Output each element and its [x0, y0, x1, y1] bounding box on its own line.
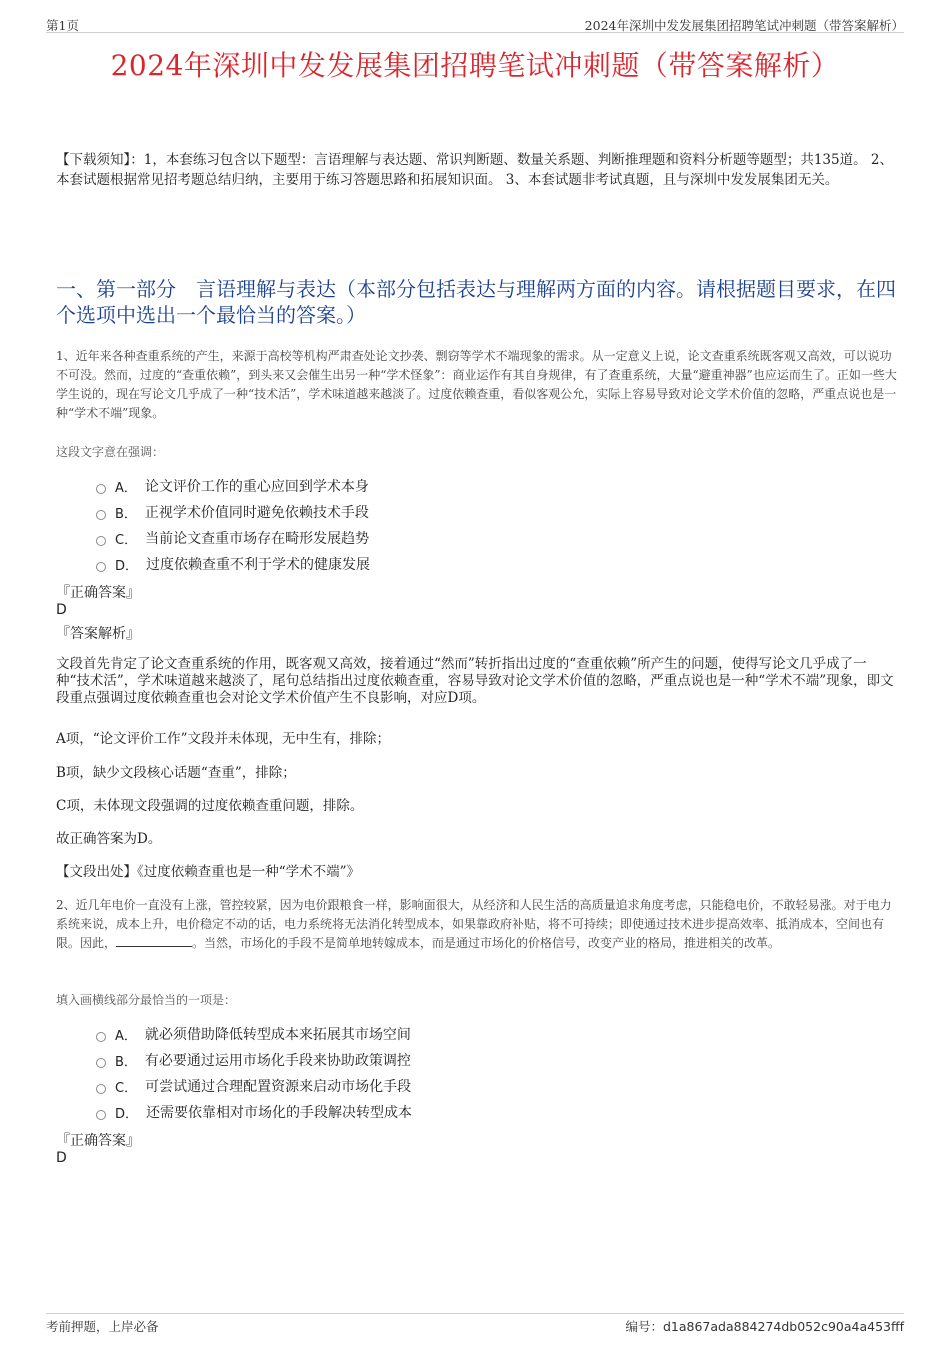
- option-b[interactable]: [96, 499, 370, 525]
- question-2-prompt: 填入画横线部分最恰当的一项是：: [56, 993, 237, 1007]
- question-2-text-before: 2、近几年电价一直没有上涨，管控较紧，因为电价跟粮食一样，影响面很大，从经济和人民生活的高质量追求角度考虑，只能稳电价，不敢轻易涨。对于电力系统来说，成本上升，电价稳定不动的话，电力系统将无法消化转型成本，如果靠政府补贴，将不可持续；即使通过技术进步提高效率、抵消成本，空间也有限。因此，: [56, 898, 892, 950]
- radio-icon[interactable]: [96, 510, 106, 520]
- option-text: 有必要通过运用市场化手段来协助政策调控: [144, 1053, 411, 1069]
- question-2-options: [96, 1021, 412, 1125]
- radio-icon[interactable]: [96, 1084, 106, 1094]
- option-text: 还需要依靠相对市场化的手段解决转型成本: [146, 1105, 413, 1121]
- section-heading: 一、第一部分 言语理解与表达（本部分包括表达与理解两方面的内容。请根据题目要求，在四个选项中选出一个最恰当的答案。）: [56, 277, 896, 327]
- analysis-line-c: C项，未体现文段强调的过度依赖查重问题，排除。: [56, 798, 364, 814]
- radio-icon[interactable]: [96, 536, 106, 546]
- page-header: [46, 14, 904, 33]
- page-title: 2024年深圳中发发展集团招聘笔试冲刺题（带答案解析）: [110, 49, 840, 82]
- question-1-prompt: 这段文字意在强调：: [56, 445, 165, 459]
- radio-icon[interactable]: [96, 1058, 106, 1068]
- download-notice: 【下载须知】：1，本套练习包含以下题型：言语理解与表达题、常识判断题、数量关系题、判断推理题和资料分析题等题型；共135道。 2、本套试题根据常见招考题总结归纳，主要用于练习答题思路和拓展知识面。 3、本套试题非考试真题，且与深圳中发发展集团无关。: [56, 152, 893, 188]
- question-1-options: [96, 473, 370, 577]
- option-a[interactable]: [96, 1021, 412, 1047]
- radio-icon[interactable]: [96, 1110, 106, 1120]
- footer-code: [625, 1317, 904, 1335]
- radio-icon[interactable]: [96, 484, 106, 494]
- answer-value: D: [56, 1150, 67, 1166]
- answer-value: D: [56, 602, 67, 618]
- option-key: B．: [115, 506, 137, 522]
- footer-code-value: d1a867ada884274db052c90a4a453fff: [662, 1319, 904, 1334]
- option-text: 正视学术价值同时避免依赖技术手段: [144, 505, 369, 521]
- option-key: A．: [115, 480, 137, 496]
- option-key: D．: [115, 558, 139, 574]
- footer-code-label: 编号：: [625, 1319, 663, 1334]
- option-text: 过度依赖查重不利于学术的健康发展: [146, 557, 371, 573]
- page-number: 第1页: [46, 18, 79, 33]
- option-key: A．: [115, 1028, 137, 1044]
- analysis-label: 『答案解析』: [56, 626, 140, 642]
- question-2-text-after: 。当然，市场化的手段不是简单地转嫁成本，而是通过市场化的价格信号，改变产业的格局，推进相关的改革。: [192, 936, 781, 950]
- option-c[interactable]: [96, 525, 370, 551]
- answer-label: 『正确答案』: [56, 1133, 140, 1149]
- option-key: C．: [115, 532, 138, 548]
- option-d[interactable]: [96, 551, 370, 577]
- footer-slogan: 考前押题，上岸必备: [46, 1319, 159, 1334]
- question-2-text: [56, 896, 898, 953]
- option-text: 就必须借助降低转型成本来拓展其市场空间: [144, 1027, 411, 1043]
- source-citation: 【文段出处】《过度依赖查重也是一种“学术不端”》: [56, 864, 361, 880]
- option-c[interactable]: [96, 1073, 412, 1099]
- option-text: 论文评价工作的重心应回到学术本身: [144, 479, 369, 495]
- analysis-line-b: B项，缺少文段核心话题“查重”，排除；: [56, 765, 296, 781]
- analysis-conclusion: 故正确答案为D。: [56, 831, 162, 847]
- analysis-line-a: A项，“论文评价工作”文段并未体现，无中生有，排除；: [56, 731, 391, 747]
- option-text: 当前论文查重市场存在畸形发展趋势: [145, 531, 370, 547]
- option-d[interactable]: [96, 1099, 412, 1125]
- option-text: 可尝试通过合理配置资源来启动市场化手段: [145, 1079, 412, 1095]
- option-key: D．: [115, 1106, 139, 1122]
- question-1-text: 1、近年来各种查重系统的产生，来源于高校等机构严肃查处论文抄袭、剽窃等学术不端现象的需求。从一定意义上说，论文查重系统既客观又高效，可以说功不可没。然而，过度的“查重依赖”，到头来又会催生出另一种“学术怪象”：商业运作有其自身规律，有了查重系统，大量“避重神器”也应运而生了。正如一些大学生说的，现在写论文几乎成了一种“技术活”，学术味道越来越淡了。过度依赖查重，看似客观公允，实际上容易导致对论文学术价值的忽略，严重点说也是一种“学术不端”现象。: [56, 349, 897, 420]
- page-footer: [46, 1313, 904, 1334]
- analysis-text: 文段首先肯定了论文查重系统的作用，既客观又高效，接着通过“然而”转折指出过度的“查重依赖”所产生的问题，使得写论文几乎成了一种“技术活”，学术味道越来越淡了，尾句总结指出过度依赖查重，容易导致对论文学术价值的忽略，严重点说也是一种“学术不端”现象，即文段重点强调过度依赖查重也会对论文学术价值产生不良影响，对应D项。: [56, 656, 894, 706]
- radio-icon[interactable]: [96, 1032, 106, 1042]
- option-key: C．: [115, 1080, 138, 1096]
- option-key: B．: [115, 1054, 137, 1070]
- radio-icon[interactable]: [96, 562, 106, 572]
- option-a[interactable]: [96, 473, 370, 499]
- fill-blank: [116, 936, 192, 947]
- option-b[interactable]: [96, 1047, 412, 1073]
- header-doc-title: 2024年深圳中发发展集团招聘笔试冲刺题（带答案解析）: [584, 18, 904, 33]
- answer-label: 『正确答案』: [56, 585, 140, 601]
